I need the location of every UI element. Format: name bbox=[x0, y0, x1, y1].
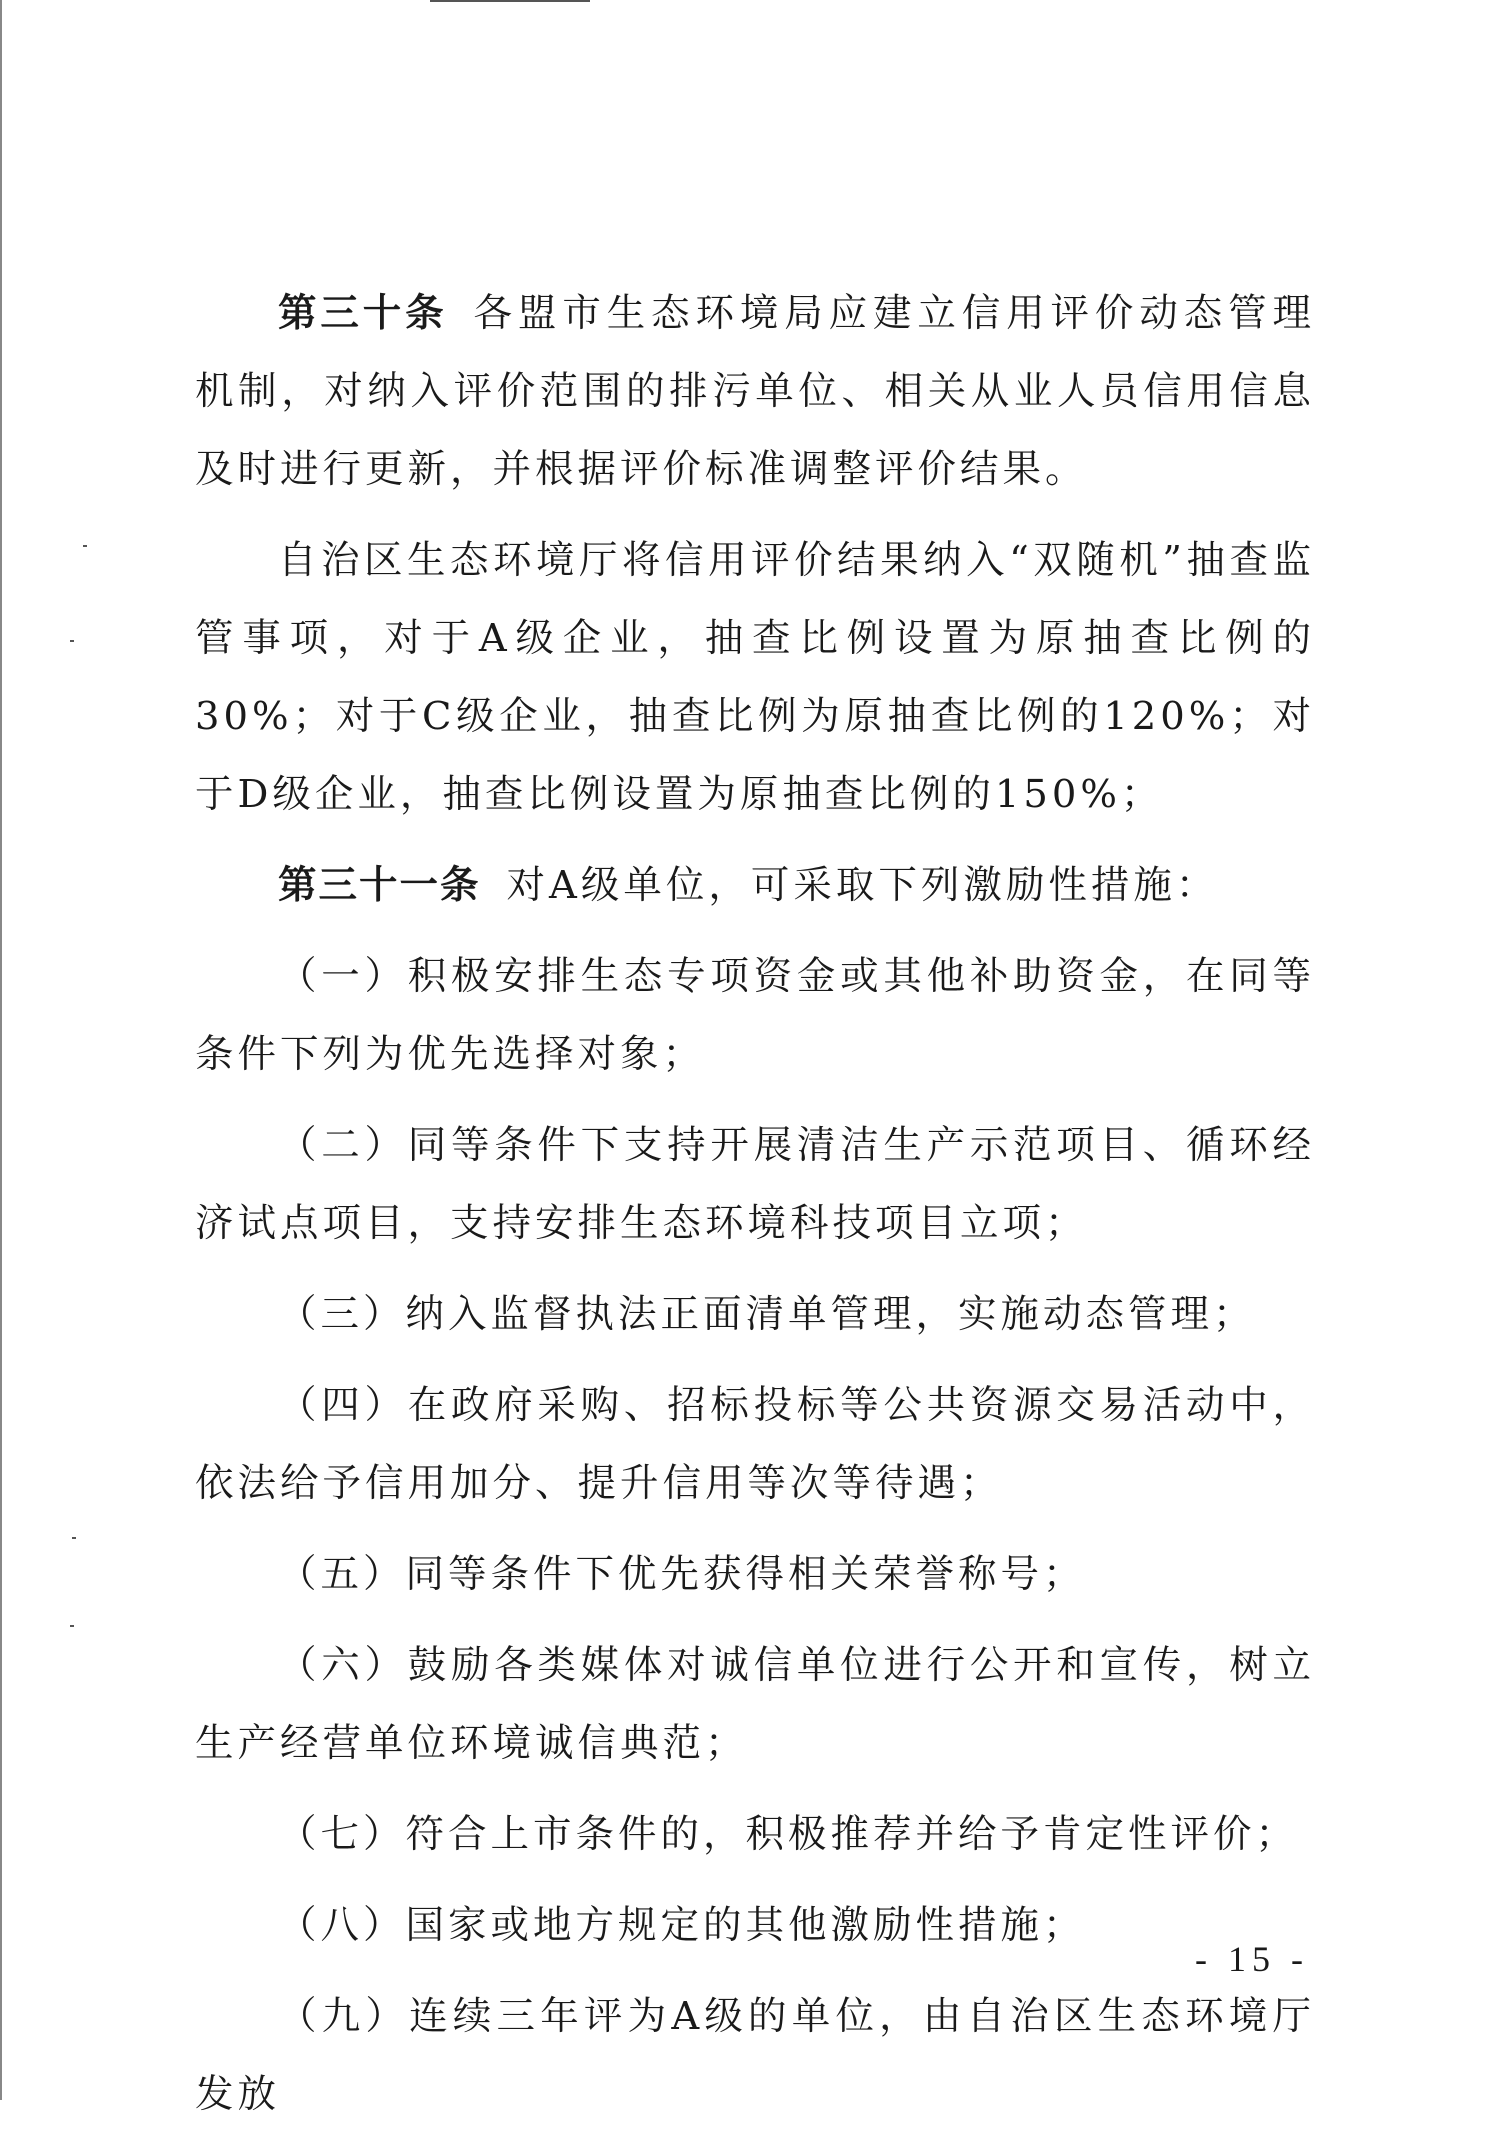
paragraph-text: 对A级单位，可采取下列激励性措施： bbox=[506, 863, 1219, 908]
paragraph-text: （八）国家或地方规定的其他激励性措施； bbox=[278, 1903, 1086, 1948]
page-number: - 15 - bbox=[1195, 1939, 1309, 1979]
list-item bbox=[195, 1887, 1315, 1965]
top-rule bbox=[430, 0, 590, 2]
scan-mark bbox=[72, 1537, 76, 1539]
list-item bbox=[195, 1627, 1315, 1783]
scan-mark bbox=[70, 640, 74, 642]
paragraph-text: （四）在政府采购、招标投标等公共资源交易活动中，依法给予信用加分、提升信用等次等待遇； bbox=[195, 1383, 1315, 1506]
paragraph-text: 各盟市生态环境局应建立信用评价动态管理机制，对纳入评价范围的排污单位、相关从业人员信用信息及时进行更新，并根据评价标准调整评价结果。 bbox=[195, 291, 1315, 492]
paragraph-text: 自治区生态环境厅将信用评价结果纳入“双随机”抽查监管事项，对于A级企业，抽查比例设置为原抽查比例的30%；对于C级企业，抽查比例为原抽查比例的120%；对于D级企业，抽查比例设置为原抽查比例的150%； bbox=[195, 538, 1315, 817]
scan-mark bbox=[83, 545, 87, 547]
list-item bbox=[195, 1978, 1315, 2134]
paragraph-text: （三）纳入监督执法正面清单管理，实施动态管理； bbox=[278, 1292, 1256, 1337]
list-item bbox=[195, 938, 1315, 1094]
list-item bbox=[195, 1107, 1315, 1263]
article-heading: 第三十一条 bbox=[278, 863, 481, 908]
list-item bbox=[195, 1796, 1315, 1874]
scan-mark bbox=[70, 1625, 74, 1627]
scan-edge bbox=[0, 0, 2, 2100]
paragraph-text: （九）连续三年评为A级的单位，由自治区生态环境厅发放 bbox=[195, 1994, 1315, 2117]
article-30-paragraph bbox=[195, 275, 1315, 509]
list-item bbox=[195, 1536, 1315, 1614]
paragraph-text: （一）积极安排生态专项资金或其他补助资金，在同等条件下列为优先选择对象； bbox=[195, 954, 1315, 1077]
article-31-paragraph bbox=[195, 847, 1315, 925]
paragraph-text: （七）符合上市条件的，积极推荐并给予肯定性评价； bbox=[278, 1812, 1299, 1857]
list-item bbox=[195, 1276, 1315, 1354]
list-item bbox=[195, 1367, 1315, 1523]
paragraph-text: （五）同等条件下优先获得相关荣誉称号； bbox=[278, 1552, 1086, 1597]
article-heading: 第三十条 bbox=[278, 291, 448, 336]
paragraph-text: （二）同等条件下支持开展清洁生产示范项目、循环经济试点项目，支持安排生态环境科技项目立项； bbox=[195, 1123, 1315, 1246]
paragraph-text: （六）鼓励各类媒体对诚信单位进行公开和宣传，树立生产经营单位环境诚信典范； bbox=[195, 1643, 1315, 1766]
body-paragraph bbox=[195, 522, 1315, 834]
document-body bbox=[195, 275, 1315, 2147]
